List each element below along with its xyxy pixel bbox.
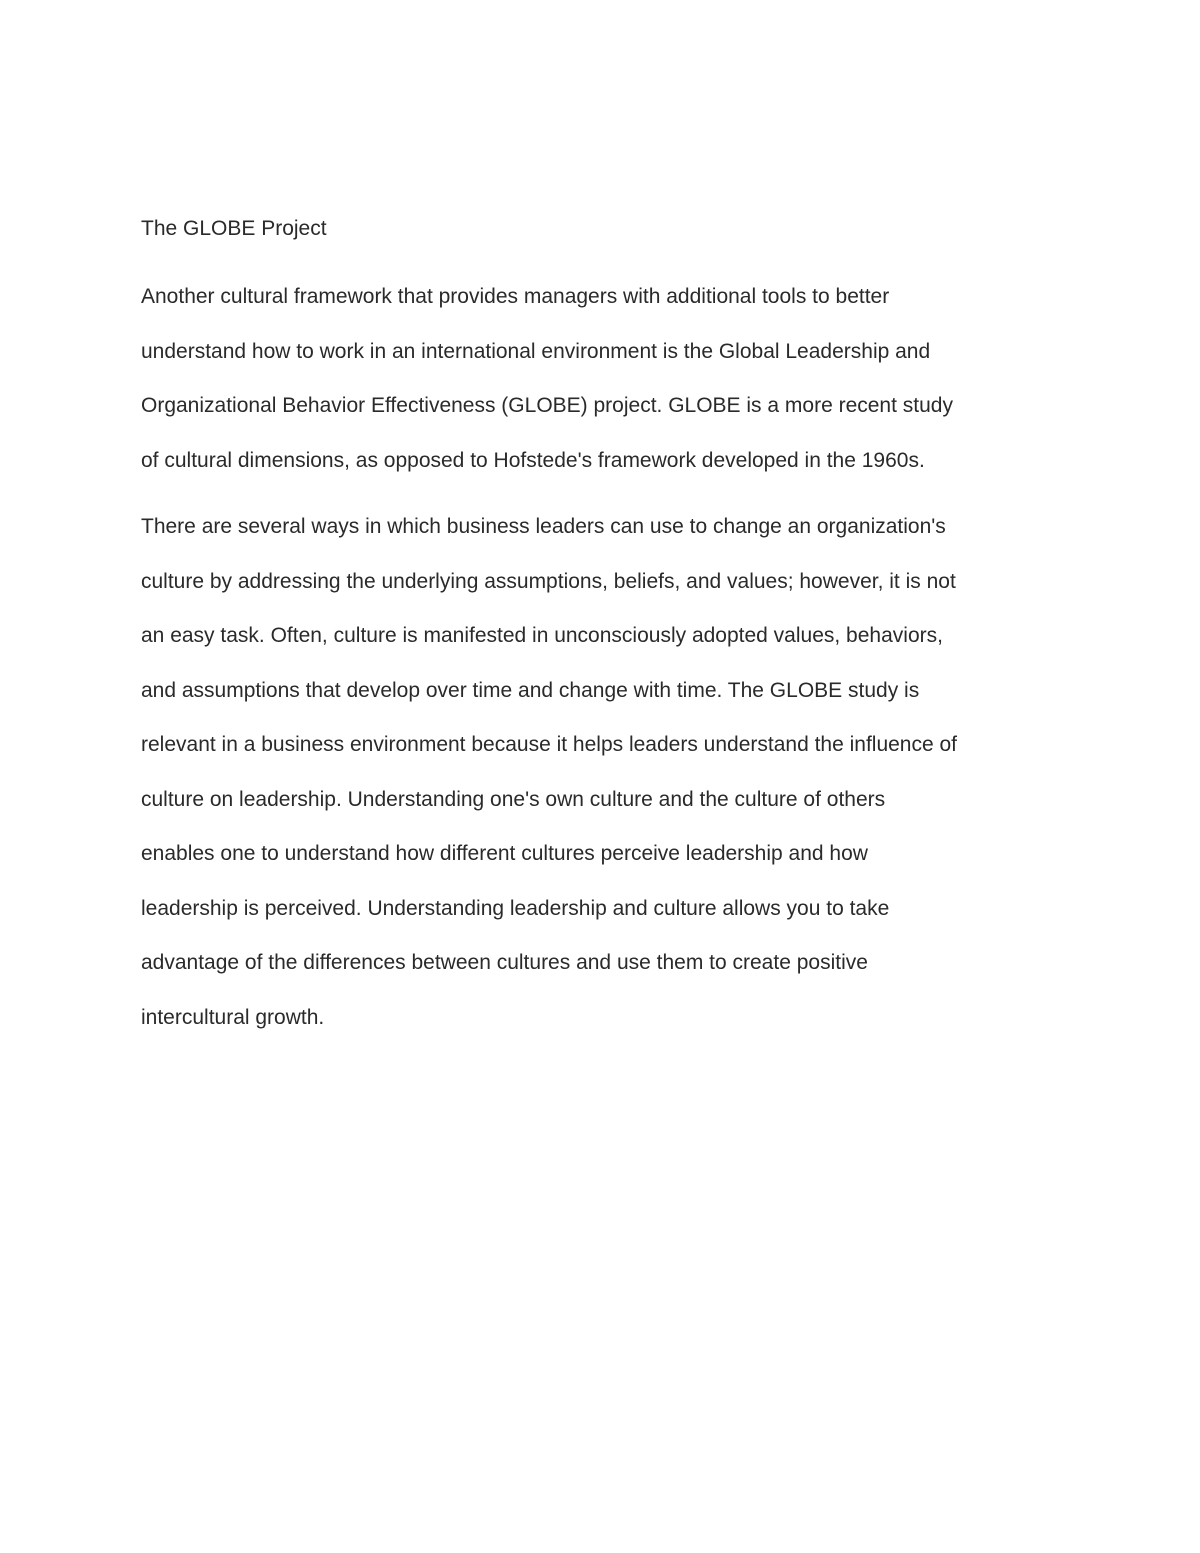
- text-line: relevant in a business environment because it helps leaders understand the influence of: [141, 733, 958, 756]
- text-line: culture on leadership. Understanding one's own culture and the culture of others: [141, 787, 886, 811]
- text-line: leadership is perceived. Understanding leadership and culture allows you to take: [141, 896, 890, 920]
- text-line: advantage of the differences between cultures and use them to create positive: [141, 951, 868, 974]
- text-line: enables one to understand how different cultures perceive leadership and how: [141, 842, 868, 865]
- text-line: Another cultural framework that provides managers with additional tools to better: [141, 285, 890, 308]
- text-line: intercultural growth.: [141, 1005, 325, 1029]
- text-line: understand how to work in an international environment is the Global Leadership and: [141, 339, 931, 363]
- paragraph-changing-culture: [141, 500, 1066, 1045]
- text-line: culture by addressing the underlying assumptions, beliefs, and values; however, it is not: [141, 569, 956, 593]
- document-title: The GLOBE Project: [141, 217, 327, 240]
- text-line: There are several ways in which business leaders can use to change an organization's: [141, 515, 946, 538]
- text-line: of cultural dimensions, as opposed to Hofstede's framework developed in the 1960s.: [141, 448, 925, 472]
- text-line: an easy task. Often, culture is manifested in unconsciously adopted values, behaviors,: [141, 624, 943, 647]
- document-body: [141, 213, 1066, 1057]
- paragraph-globe-framework: [141, 270, 1066, 488]
- text-line: Organizational Behavior Effectiveness (GLOBE) project. GLOBE is a more recent study: [141, 394, 953, 417]
- text-line: and assumptions that develop over time and change with time. The GLOBE study is: [141, 678, 920, 702]
